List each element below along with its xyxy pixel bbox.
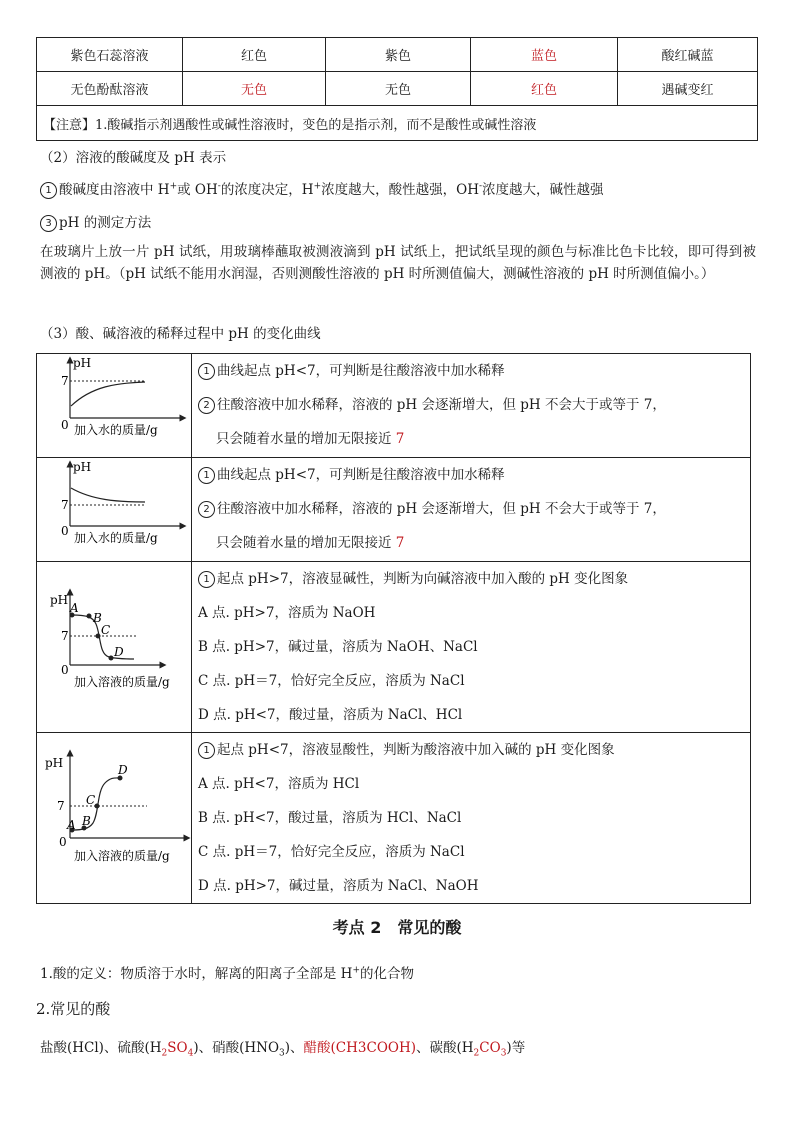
- summary-cell: 酸红碱蓝: [618, 38, 758, 72]
- text-line: [198, 526, 750, 560]
- point-c: [96, 634, 101, 639]
- color-cell: 紫色: [326, 38, 471, 72]
- text: 只会随着水量的增加无限接近: [216, 535, 396, 551]
- table-row: [37, 106, 758, 141]
- text: 、: [416, 1040, 430, 1056]
- y-axis-label: pH: [45, 756, 64, 770]
- text: 等: [511, 1040, 526, 1056]
- text: 酸碱度由溶液中 H: [59, 182, 170, 198]
- summary-cell: 遇碱变红: [618, 72, 758, 106]
- common-acids-list: [40, 1036, 526, 1059]
- superscript: -: [217, 181, 221, 192]
- formula: [161, 1040, 194, 1059]
- point-label: C: [101, 623, 111, 637]
- text-line: D 点. pH<7，酸过量，溶质为 NaCl、HCl: [198, 707, 463, 723]
- common-acids-heading: 2.常见的酸: [36, 1000, 111, 1018]
- tick-label: 0: [59, 835, 67, 849]
- text: 的化合物: [360, 966, 414, 982]
- text: CO: [479, 1040, 501, 1056]
- text: ): [193, 1040, 199, 1056]
- ph-graph-4: [37, 733, 191, 903]
- subscript: 3: [500, 1048, 507, 1059]
- section-title: 考点 2 常见的酸: [332, 918, 462, 937]
- point-label: B: [93, 611, 102, 625]
- text-line: [198, 458, 750, 492]
- circled-number: 1: [198, 467, 215, 484]
- subscript: 2: [161, 1048, 168, 1059]
- text-line: B 点. pH>7，碱过量，溶质为 NaOH、NaCl: [198, 639, 478, 655]
- text-line: C 点. pH＝7，恰好完全反应，溶质为 NaCl: [198, 673, 465, 689]
- y-axis-label: pH: [73, 460, 92, 474]
- text: 往酸溶液中加水稀释，溶液的 pH 会逐渐增大，但 pH 不会大于或等于 7，: [217, 397, 666, 413]
- text: SO: [167, 1040, 188, 1056]
- text: 硝酸(HNO: [212, 1040, 280, 1056]
- point-3: [40, 211, 151, 232]
- text-line: A 点. pH>7，溶质为 NaOH: [198, 605, 376, 621]
- superscript: +: [313, 181, 322, 192]
- acid-definition: [40, 962, 414, 982]
- tick-label: 7: [57, 799, 65, 813]
- text-line: A 点. pH<7，溶质为 HCl: [198, 776, 360, 792]
- text: 曲线起点 pH<7，可判断是往酸溶液中加水稀释: [217, 363, 505, 379]
- text: 只会随着水量的增加无限接近: [216, 431, 396, 447]
- x-axis-label: 加入溶液的质量/g: [74, 849, 170, 863]
- point-label: C: [86, 793, 96, 807]
- text: 起点 pH>7，溶液显碱性，判断为向碱溶液中加入酸的 pH 变化图象: [217, 571, 629, 587]
- table-row: [37, 72, 758, 106]
- x-axis-label: 加入溶液的质量/g: [74, 675, 170, 689]
- highlight: 7: [395, 431, 405, 447]
- x-axis-label: 加入水的质量/g: [74, 531, 158, 545]
- text: 、: [290, 1040, 304, 1056]
- tick-label: 7: [61, 374, 69, 388]
- text: 、: [198, 1040, 213, 1056]
- text-line: [198, 422, 750, 456]
- ph-curve: [71, 488, 145, 502]
- y-axis-label: pH: [50, 593, 69, 607]
- indicator-name: 无色酚酞溶液: [37, 72, 183, 106]
- point-label: A: [67, 818, 76, 832]
- circled-number: 3: [40, 215, 57, 232]
- explanation-cell: [192, 733, 751, 904]
- point-d: [109, 656, 114, 661]
- color-cell: 无色: [183, 72, 326, 106]
- graph-cell: [37, 354, 192, 458]
- circled-number: 1: [40, 182, 57, 199]
- subscript: 2: [473, 1048, 480, 1059]
- text: 浓度越大，酸性越强，OH: [321, 182, 479, 198]
- color-cell: 红色: [183, 38, 326, 72]
- text: 浓度越大，碱性越强: [482, 182, 604, 198]
- section-heading: （3）酸、碱溶液的稀释过程中 pH 的变化曲线: [40, 326, 321, 342]
- ph-graph-1: [37, 354, 191, 457]
- formula: 醋酸(CH3COOH): [303, 1040, 416, 1056]
- tick-label: 0: [61, 418, 69, 432]
- text: 起点 pH<7，溶液显酸性，判断为酸溶液中加入碱的 pH 变化图象: [217, 742, 615, 758]
- explanation-cell: [192, 562, 751, 733]
- section-heading: （2）溶液的酸碱度及 pH 表示: [40, 150, 227, 166]
- superscript: +: [169, 181, 178, 192]
- formula: [473, 1040, 507, 1059]
- text: pH 的测定方法: [59, 215, 152, 231]
- text: 盐酸(HCl)、: [40, 1040, 118, 1056]
- subscript: 4: [187, 1048, 194, 1059]
- circled-number: 2: [198, 397, 215, 414]
- text: ): [284, 1040, 291, 1056]
- circled-number: 1: [198, 363, 215, 380]
- text-line: B 点. pH<7，酸过量，溶质为 HCl、NaCl: [198, 810, 462, 826]
- ph-method-paragraph: 在玻璃片上放一片 pH 试纸，用玻璃棒蘸取被测液滴到 pH 试纸上，把试纸呈现的颜色与标准比色卡比较，即可得到被测液的 pH。（pH 试纸不能用水润湿，否则测酸性溶液的 pH 时所测值偏大，测碱性溶液的 pH 时所测值偏小。）: [40, 244, 756, 282]
- point-label: D: [118, 763, 128, 777]
- graph-cell: [37, 733, 192, 904]
- superscript: +: [352, 965, 360, 976]
- text-line: [198, 562, 750, 596]
- table-row: [37, 354, 751, 458]
- tick-label: 7: [61, 629, 69, 643]
- table-row: [37, 733, 751, 904]
- circled-number: 1: [198, 742, 215, 759]
- text-line: [198, 388, 750, 422]
- highlight: 7: [395, 535, 405, 551]
- y-axis-label: pH: [73, 356, 92, 370]
- tick-label: 0: [61, 663, 69, 677]
- table-row: [37, 562, 751, 733]
- ph-curves-table: [36, 353, 751, 904]
- point-label: A: [70, 601, 79, 615]
- text: 曲线起点 pH<7，可判断是往酸溶液中加水稀释: [217, 467, 505, 483]
- explanation-cell: [192, 354, 751, 458]
- subscript: 3: [279, 1048, 285, 1059]
- point-label: D: [114, 645, 124, 659]
- point-1: [40, 178, 604, 199]
- color-cell: 蓝色: [471, 38, 618, 72]
- text: 的浓度决定，H: [220, 182, 314, 198]
- ph-curve: [72, 615, 134, 659]
- text: 往酸溶液中加水稀释，溶液的 pH 会逐渐增大，但 pH 不会大于或等于 7，: [217, 501, 666, 517]
- text: 碳酸(H: [429, 1040, 474, 1056]
- superscript: -: [478, 181, 483, 192]
- point-label: B: [82, 814, 91, 828]
- text-line: [198, 733, 750, 767]
- indicator-table: [36, 37, 758, 141]
- table-row: [37, 38, 758, 72]
- text: 或 OH: [177, 182, 218, 198]
- table-row: [37, 458, 751, 562]
- graph-cell: [37, 562, 192, 733]
- color-cell: 无色: [326, 72, 471, 106]
- color-cell: 红色: [471, 72, 618, 106]
- note-cell: 【注意】1.酸碱指示剂遇酸性或碱性溶液时，变色的是指示剂，而不是酸性或碱性溶液: [37, 106, 758, 141]
- point-b: [87, 614, 92, 619]
- text-line: D 点. pH>7，碱过量，溶质为 NaCl、NaOH: [198, 878, 479, 894]
- text-line: [198, 354, 750, 388]
- tick-label: 0: [61, 524, 69, 538]
- text-line: C 点. pH＝7，恰好完全反应，溶质为 NaCl: [198, 844, 465, 860]
- text: 硫酸(H: [117, 1040, 162, 1056]
- ph-graph-3: [37, 562, 191, 732]
- ph-graph-2: [37, 458, 191, 561]
- indicator-name: 紫色石蕊溶液: [37, 38, 183, 72]
- text: ): [506, 1040, 512, 1056]
- x-axis-label: 加入水的质量/g: [74, 423, 158, 437]
- explanation-cell: [192, 458, 751, 562]
- tick-label: 7: [61, 498, 69, 512]
- circled-number: 1: [198, 571, 215, 588]
- ph-curve: [71, 382, 145, 406]
- point-c: [95, 804, 100, 809]
- text: 1.酸的定义：物质溶于水时，解离的阳离子全部是 H: [40, 966, 353, 982]
- graph-cell: [37, 458, 192, 562]
- circled-number: 2: [198, 501, 215, 518]
- text-line: [198, 492, 750, 526]
